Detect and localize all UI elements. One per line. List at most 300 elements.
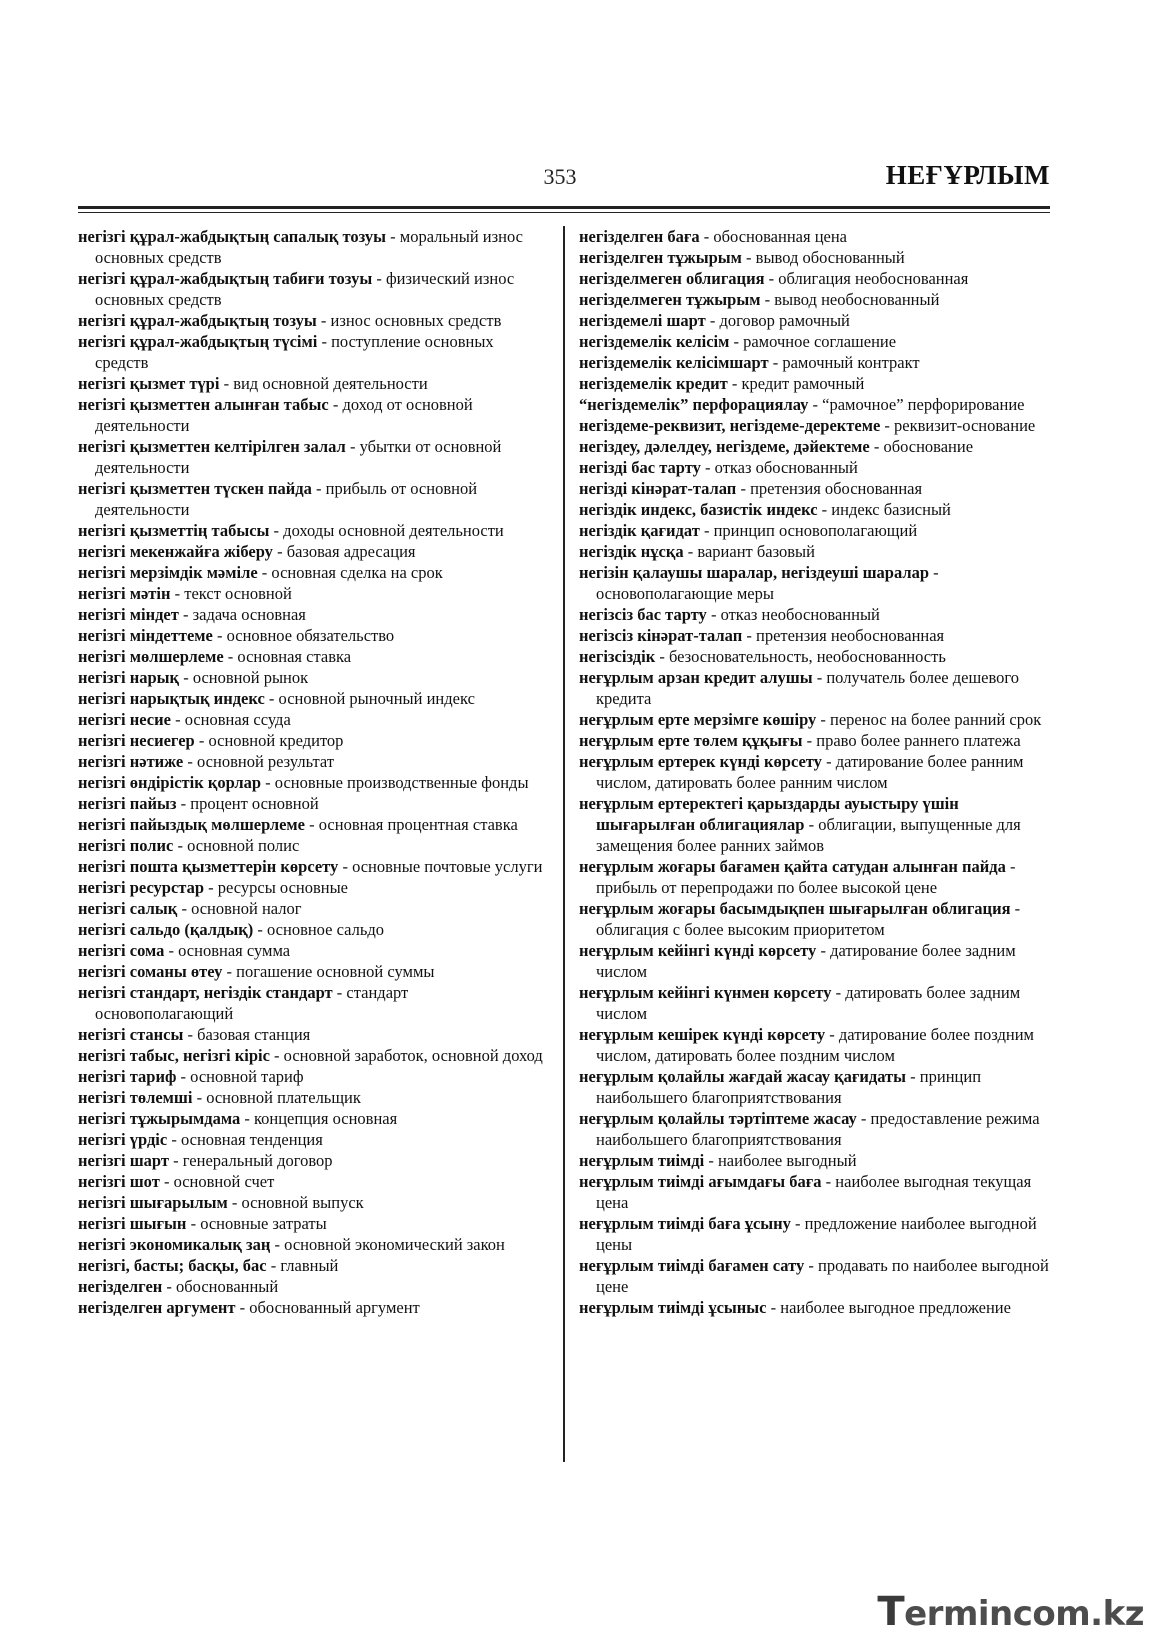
entry-translation: износ основных средств bbox=[330, 311, 502, 330]
entry-term: неғұрлым жоғары басымдықпен шығарылған облигация bbox=[579, 899, 1011, 918]
entry-separator: - bbox=[266, 1256, 281, 1275]
entry-term: негізгі үрдіс bbox=[78, 1130, 168, 1149]
entry-term: негіздемелік кредит bbox=[579, 374, 728, 393]
entry-translation: индекс базисный bbox=[831, 500, 951, 519]
entry-separator: - bbox=[705, 311, 720, 330]
dictionary-entry bbox=[78, 373, 550, 394]
entry-term: неғұрлым тиімді баға ұсыну bbox=[579, 1214, 791, 1233]
dictionary-entry bbox=[579, 541, 1050, 562]
entry-term: негізін қалаушы шаралар, негіздеуші шаралар bbox=[579, 563, 930, 582]
entry-translation: претензия необоснованная bbox=[755, 626, 945, 645]
entry-translation: датирование более поздним числом, датировать более поздним числом bbox=[596, 1025, 1034, 1065]
dictionary-entry bbox=[579, 478, 1050, 499]
entry-translation: прибыль от основной деятельности bbox=[95, 479, 478, 519]
entry-term: негізгі сома bbox=[78, 941, 165, 960]
entry-translation: предоставление режима наибольшего благоприятствования bbox=[596, 1109, 1040, 1149]
entry-term: негізсіздік bbox=[579, 647, 656, 666]
entry-translation: основные затраты bbox=[200, 1214, 327, 1233]
dictionary-entry bbox=[579, 1066, 1050, 1108]
entry-term: негізгі тұжырымдама bbox=[78, 1109, 241, 1128]
dictionary-entry bbox=[579, 898, 1050, 940]
entry-term: неғұрлым ертерек күнді көрсету bbox=[579, 752, 822, 771]
entry-translation: основные почтовые услуги bbox=[352, 857, 543, 876]
entry-term: неғұрлым қолайлы жағдай жасау қағидаты bbox=[579, 1067, 907, 1086]
entry-term: негізгі полис bbox=[78, 836, 174, 855]
entry-term: неғұрлым тиімді ағымдағы баға bbox=[579, 1172, 822, 1191]
dictionary-entry bbox=[579, 1150, 1050, 1171]
entry-term: негізгі пайыз bbox=[78, 794, 177, 813]
dictionary-entry bbox=[78, 1192, 550, 1213]
entry-separator: - bbox=[742, 626, 756, 645]
dictionary-entry bbox=[579, 1213, 1050, 1255]
entry-separator: - bbox=[804, 1256, 819, 1275]
entry-separator: - bbox=[317, 332, 332, 351]
dictionary-entry bbox=[579, 436, 1050, 457]
dictionary-entry bbox=[579, 226, 1050, 247]
entry-term: негізгі соманы өтеу bbox=[78, 962, 223, 981]
entry-translation: основной тариф bbox=[190, 1067, 304, 1086]
entry-term: негізгі қызметтен алынған табыс bbox=[78, 395, 329, 414]
right-column bbox=[579, 226, 1050, 1318]
entry-term: негіздік индекс, базистік индекс bbox=[579, 500, 818, 519]
entry-separator: - bbox=[264, 689, 279, 708]
dictionary-entry bbox=[579, 562, 1050, 604]
entry-translation: основная ставка bbox=[237, 647, 352, 666]
entry-translation: физический износ основных средств bbox=[95, 269, 515, 309]
dictionary-entry bbox=[78, 1255, 550, 1276]
dictionary-entry bbox=[579, 415, 1050, 436]
entry-translation: базовая станция bbox=[197, 1025, 311, 1044]
entry-term: негізгі стандарт, негіздік стандарт bbox=[78, 983, 333, 1002]
entry-term: негізгі мөлшерлеме bbox=[78, 647, 224, 666]
entry-term: негізгі төлемші bbox=[78, 1088, 193, 1107]
entry-separator: - bbox=[186, 1214, 201, 1233]
entry-translation: концепция основная bbox=[253, 1109, 398, 1128]
entry-term: неғұрлым жоғары бағамен қайта сатудан алынған пайда bbox=[579, 857, 1006, 876]
entry-translation: обоснование bbox=[883, 437, 974, 456]
entry-term: негізгі өндірістік қорлар bbox=[78, 773, 262, 792]
entry-translation: основной заработок, основной доход bbox=[283, 1046, 543, 1065]
entry-translation: основной экономический закон bbox=[284, 1235, 505, 1254]
entry-separator: - bbox=[183, 1025, 198, 1044]
entry-term: негізсіз кінәрат-талап bbox=[579, 626, 743, 645]
entry-translation: главный bbox=[280, 1256, 339, 1275]
entry-term: неғұрлым арзан кредит алушы bbox=[579, 668, 813, 687]
entry-translation: облигация необоснованная bbox=[778, 269, 969, 288]
entry-separator: - bbox=[170, 710, 185, 729]
entry-translation: основной рынок bbox=[192, 668, 309, 687]
entry-term: негізгі мәтін bbox=[78, 584, 171, 603]
entry-translation: основной кредитор bbox=[208, 731, 344, 750]
entry-translation: основные производственные фонды bbox=[274, 773, 529, 792]
entry-separator: - bbox=[311, 479, 326, 498]
page-number: 353 bbox=[543, 164, 577, 189]
entry-separator: - bbox=[170, 584, 185, 603]
dictionary-entry bbox=[78, 982, 550, 1024]
dictionary-entry bbox=[579, 373, 1050, 394]
dictionary-entry bbox=[78, 268, 550, 310]
entry-translation: процент основной bbox=[190, 794, 319, 813]
dictionary-entry bbox=[78, 226, 550, 268]
entry-separator: - bbox=[764, 269, 779, 288]
entry-translation: “рамочное” перфорирование bbox=[822, 395, 1025, 414]
dictionary-entry bbox=[579, 940, 1050, 982]
entry-term: негізгі пайыздық мөлшерлеме bbox=[78, 815, 305, 834]
column-divider bbox=[563, 226, 565, 1462]
dictionary-entry bbox=[579, 1171, 1050, 1213]
entry-separator: - bbox=[386, 227, 400, 246]
dictionary-entry bbox=[579, 1108, 1050, 1150]
entry-translation: вид основной деятельности bbox=[233, 374, 428, 393]
entry-separator: - bbox=[227, 1193, 242, 1212]
entry-term: негізгі несиегер bbox=[78, 731, 195, 750]
dictionary-entry bbox=[579, 793, 1050, 856]
entry-term: негізгі шот bbox=[78, 1172, 160, 1191]
dictionary-entry bbox=[78, 919, 550, 940]
entry-translation: основная процентная ставка bbox=[318, 815, 518, 834]
header-rule-thick bbox=[78, 206, 1050, 209]
entry-translation: датирование более ранним числом, датировать более ранним числом bbox=[596, 752, 1024, 792]
entry-translation: основной плательщик bbox=[206, 1088, 361, 1107]
entry-translation: безосновательность, необоснованность bbox=[668, 647, 946, 666]
entry-translation: вывод необоснованный bbox=[774, 290, 940, 309]
dictionary-entry bbox=[78, 835, 550, 856]
entry-translation: принцип наибольшего благоприятствования bbox=[596, 1067, 982, 1107]
entry-translation: получатель более дешевого кредита bbox=[596, 668, 1020, 708]
entry-translation: основное сальдо bbox=[267, 920, 384, 939]
terminkom-watermark-logo bbox=[877, 1589, 1144, 1635]
entry-translation: основная тенденция bbox=[180, 1130, 323, 1149]
entry-translation: вывод обоснованный bbox=[755, 248, 905, 267]
entry-separator: - bbox=[164, 941, 179, 960]
dictionary-entry bbox=[579, 1255, 1050, 1297]
entry-separator: - bbox=[222, 962, 237, 981]
entry-separator: - bbox=[212, 626, 227, 645]
entry-separator: - bbox=[699, 227, 714, 246]
entry-separator: - bbox=[173, 836, 188, 855]
entry-separator: - bbox=[816, 941, 831, 960]
entry-translation: основополагающие меры bbox=[596, 584, 774, 603]
entry-separator: - bbox=[372, 269, 386, 288]
dictionary-entry bbox=[78, 331, 550, 373]
entry-separator: - bbox=[176, 1067, 191, 1086]
entry-term: негізгі міндеттеме bbox=[78, 626, 213, 645]
entry-translation: ресурсы основные bbox=[217, 878, 349, 897]
entry-translation: рамочный контракт bbox=[782, 353, 920, 372]
dictionary-entry bbox=[579, 1024, 1050, 1066]
dictionary-entry bbox=[579, 289, 1050, 310]
dictionary-entry bbox=[579, 625, 1050, 646]
dictionary-entry bbox=[78, 1297, 550, 1318]
entry-term: негізгі экономикалық заң bbox=[78, 1235, 271, 1254]
entry-translation: текст основной bbox=[184, 584, 292, 603]
entry-translation: облигация с более высоким приоритетом bbox=[596, 920, 885, 939]
entry-translation: основная ссуда bbox=[184, 710, 291, 729]
entry-translation: генеральный договор bbox=[182, 1151, 333, 1170]
entry-translation: наиболее выгодная текущая цена bbox=[596, 1172, 1032, 1212]
entry-translation: наиболее выгодное предложение bbox=[780, 1298, 1011, 1317]
entry-translation: наиболее выгодный bbox=[717, 1151, 857, 1170]
entry-term: негізсіз бас тарту bbox=[579, 605, 707, 624]
entry-translation: отказ необоснованный bbox=[720, 605, 880, 624]
dictionary-entry bbox=[78, 730, 550, 751]
entry-separator: - bbox=[204, 878, 218, 897]
entry-separator: - bbox=[727, 374, 742, 393]
entry-separator: - bbox=[176, 794, 191, 813]
entry-term: негіздеу, дәлелдеу, негіздеме, дәйектеме bbox=[579, 437, 870, 456]
entry-translation: вариант базовый bbox=[697, 542, 815, 561]
entry-term: негізделген аргумент bbox=[78, 1298, 236, 1317]
entry-separator: - bbox=[766, 1298, 781, 1317]
dictionary-entry bbox=[579, 499, 1050, 520]
dictionary-entry bbox=[579, 394, 1050, 415]
entry-term: негізгі нәтиже bbox=[78, 752, 184, 771]
entry-translation: моральный износ основных средств bbox=[95, 227, 523, 267]
entry-translation: обоснованный bbox=[176, 1277, 279, 1296]
entry-separator: - bbox=[817, 500, 832, 519]
entry-translation: облигации, выпущенные для замещения более ранних займов bbox=[596, 815, 1021, 855]
dictionary-entry bbox=[78, 1024, 550, 1045]
entry-separator: - bbox=[183, 752, 198, 771]
entry-separator: - bbox=[804, 815, 819, 834]
entry-translation: основная сумма bbox=[178, 941, 291, 960]
entry-term: негізгі қызметтен келтірілген залал bbox=[78, 437, 346, 456]
entry-translation: претензия обоснованная bbox=[750, 479, 923, 498]
dictionary-entry bbox=[78, 1087, 550, 1108]
entry-term: негізгі сальдо (қалдық) bbox=[78, 920, 254, 939]
dictionary-entry bbox=[78, 1234, 550, 1255]
entry-term: негіздемелі шарт bbox=[579, 311, 706, 330]
dictionary-entry bbox=[78, 625, 550, 646]
entry-separator: - bbox=[167, 1130, 181, 1149]
entry-translation: право более раннего платежа bbox=[816, 731, 1021, 750]
dictionary-entry bbox=[78, 814, 550, 835]
entry-separator: - bbox=[269, 1046, 284, 1065]
dictionary-entry bbox=[78, 1066, 550, 1087]
entry-translation: рамочное соглашение bbox=[743, 332, 897, 351]
entry-separator: - bbox=[655, 647, 669, 666]
entry-term: негізгі мерзімдік мәміле bbox=[78, 563, 258, 582]
entry-term: негізгі құрал-жабдықтың табиғи тозуы bbox=[78, 269, 373, 288]
entry-separator: - bbox=[235, 1298, 250, 1317]
entry-translation: датирование более задним числом bbox=[596, 941, 1016, 981]
entry-separator: - bbox=[272, 542, 287, 561]
dictionary-entry bbox=[579, 646, 1050, 667]
entry-term: негізгі стансы bbox=[78, 1025, 184, 1044]
entry-separator: - bbox=[253, 920, 267, 939]
entry-separator: - bbox=[906, 1067, 920, 1086]
entry-separator: - bbox=[856, 1109, 871, 1128]
dictionary-entry bbox=[78, 520, 550, 541]
dictionary-entry bbox=[579, 268, 1050, 289]
entry-term: негізделмеген тұжырым bbox=[579, 290, 761, 309]
dictionary-entry bbox=[78, 940, 550, 961]
entry-term: негізделген тұжырым bbox=[579, 248, 742, 267]
entry-term: негізгі қызмет түрі bbox=[78, 374, 220, 393]
dictionary-entry bbox=[78, 688, 550, 709]
entry-translation: продавать по наиболее выгодной цене bbox=[596, 1256, 1049, 1296]
dictionary-entry bbox=[78, 541, 550, 562]
entry-separator: - bbox=[821, 1172, 836, 1191]
entry-term: негізгі мекенжайға жіберу bbox=[78, 542, 273, 561]
entry-separator: - bbox=[760, 290, 775, 309]
entry-translation: основной рыночный индекс bbox=[278, 689, 475, 708]
entry-term: негізгі пошта қызметтерін көрсету bbox=[78, 857, 339, 876]
dictionary-entry bbox=[78, 709, 550, 730]
dictionary-entry bbox=[78, 1129, 550, 1150]
dictionary-entry bbox=[579, 982, 1050, 1024]
entry-separator: - bbox=[345, 437, 360, 456]
entry-translation: предложение наиболее выгодной цены bbox=[596, 1214, 1037, 1254]
entry-separator: - bbox=[802, 731, 817, 750]
entry-separator: - bbox=[706, 605, 721, 624]
entry-term: негізгі табыс, негізгі кіріс bbox=[78, 1046, 270, 1065]
left-column bbox=[78, 226, 550, 1318]
dictionary-entry bbox=[78, 856, 550, 877]
entry-separator: - bbox=[270, 1235, 285, 1254]
entry-separator: - bbox=[816, 710, 831, 729]
entry-term: негізгі тариф bbox=[78, 1067, 177, 1086]
dictionary-entry bbox=[579, 520, 1050, 541]
entry-translation: задача основная bbox=[192, 605, 306, 624]
entry-term: неғұрлым ертеректегі қарыздарды ауыстыру үшін шығарылған облигациялар bbox=[579, 794, 959, 834]
entry-translation: основная сделка на срок bbox=[271, 563, 443, 582]
entry-separator: - bbox=[257, 563, 272, 582]
entry-separator: - bbox=[808, 395, 823, 414]
entry-term: неғұрлым кейінгі күнмен көрсету bbox=[579, 983, 832, 1002]
dictionary-entry bbox=[78, 1045, 550, 1066]
dictionary-entry bbox=[579, 856, 1050, 898]
dictionary-entry bbox=[78, 583, 550, 604]
entry-translation: договор рамочный bbox=[719, 311, 850, 330]
entry-separator: - bbox=[269, 521, 284, 540]
dictionary-entry bbox=[579, 247, 1050, 268]
dictionary-entry bbox=[579, 709, 1050, 730]
entry-translation: поступление основных средств bbox=[95, 332, 494, 372]
entry-term: негізгі несие bbox=[78, 710, 171, 729]
dictionary-entry bbox=[579, 1297, 1050, 1318]
entry-separator: - bbox=[261, 773, 275, 792]
entry-separator: - bbox=[768, 353, 783, 372]
entry-separator: - bbox=[790, 1214, 805, 1233]
entry-term: негізгі шығын bbox=[78, 1214, 187, 1233]
entry-term: негізгі ресурстар bbox=[78, 878, 205, 897]
entry-term: негізгі нарықтық индекс bbox=[78, 689, 265, 708]
entry-separator: - bbox=[729, 332, 744, 351]
entry-term: неғұрлым тиімді bbox=[579, 1151, 705, 1170]
entry-separator: - bbox=[699, 521, 714, 540]
entry-translation: основной выпуск bbox=[241, 1193, 364, 1212]
entry-separator: - bbox=[332, 983, 347, 1002]
entry-term: “негіздемелік” перфорациялау bbox=[579, 395, 809, 414]
entry-translation: доходы основной деятельности bbox=[283, 521, 504, 540]
entry-translation: основной счет bbox=[173, 1172, 275, 1191]
logo-rest: ermincom.kz bbox=[904, 1594, 1144, 1634]
entry-separator: - bbox=[880, 416, 895, 435]
dictionary-entry bbox=[78, 1213, 550, 1234]
dictionary-entry bbox=[78, 793, 550, 814]
dictionary-entry bbox=[579, 751, 1050, 793]
entry-separator: - bbox=[869, 437, 884, 456]
dictionary-entry bbox=[579, 457, 1050, 478]
entry-separator: - bbox=[825, 1025, 839, 1044]
entry-term: негізделген баға bbox=[579, 227, 700, 246]
entry-term: неғұрлым кешірек күнді көрсету bbox=[579, 1025, 826, 1044]
entry-translation: основной результат bbox=[197, 752, 335, 771]
dictionary-entry bbox=[579, 331, 1050, 352]
dictionary-entry bbox=[579, 667, 1050, 709]
entry-translation: основное обязательство bbox=[226, 626, 395, 645]
entry-translation: датировать более задним числом bbox=[596, 983, 1021, 1023]
dictionary-entry bbox=[78, 436, 550, 478]
entry-separator: - bbox=[736, 479, 751, 498]
entry-term: негізгі, басты; басқы, бас bbox=[78, 1256, 267, 1275]
entry-term: негіздік қағидат bbox=[579, 521, 700, 540]
running-head: НЕҒҰРЛЫМ bbox=[885, 160, 1050, 190]
dictionary-entry bbox=[78, 667, 550, 688]
dictionary-entry bbox=[78, 1276, 550, 1297]
dictionary-entry bbox=[78, 310, 550, 331]
entry-translation: убытки от основной деятельности bbox=[95, 437, 502, 477]
entry-separator: - bbox=[328, 395, 343, 414]
entry-translation: базовая адресация bbox=[286, 542, 416, 561]
entry-term: неғұрлым тиімді бағамен сату bbox=[579, 1256, 805, 1275]
dictionary-entry bbox=[579, 730, 1050, 751]
dictionary-entry bbox=[579, 604, 1050, 625]
entry-separator: - bbox=[192, 1088, 207, 1107]
entry-separator: - bbox=[159, 1172, 174, 1191]
entry-term: негізделмеген облигация bbox=[579, 269, 765, 288]
dictionary-entry bbox=[78, 1108, 550, 1129]
entry-separator: - bbox=[741, 248, 756, 267]
dictionary-entry bbox=[78, 898, 550, 919]
dictionary-entry bbox=[579, 310, 1050, 331]
entry-separator: - bbox=[194, 731, 209, 750]
entry-translation: основной налог bbox=[191, 899, 302, 918]
entry-translation: обоснованная цена bbox=[713, 227, 848, 246]
dictionary-entry bbox=[78, 1171, 550, 1192]
entry-term: неғұрлым ерте мерзімге көшіру bbox=[579, 710, 817, 729]
entry-translation: погашение основной суммы bbox=[236, 962, 435, 981]
entry-translation: принцип основополагающий bbox=[713, 521, 918, 540]
entry-term: негізгі құрал-жабдықтың тозуы bbox=[78, 311, 317, 330]
entry-term: неғұрлым ерте төлем құқығы bbox=[579, 731, 803, 750]
dictionary-entry bbox=[579, 352, 1050, 373]
entry-term: негіздік нұсқа bbox=[579, 542, 684, 561]
dictionary-entry bbox=[78, 961, 550, 982]
entry-separator: - bbox=[223, 647, 238, 666]
dictionary-entry bbox=[78, 646, 550, 667]
entry-term: негізделген bbox=[78, 1277, 163, 1296]
entry-separator: - bbox=[683, 542, 698, 561]
entry-term: негізгі нарық bbox=[78, 668, 180, 687]
entry-term: негізгі шарт bbox=[78, 1151, 169, 1170]
entry-translation: прибыль от перепродажи по более высокой цене bbox=[596, 878, 938, 897]
dictionary-entry bbox=[78, 1150, 550, 1171]
entry-separator: - bbox=[1005, 857, 1016, 876]
entry-translation: перенос на более ранний срок bbox=[830, 710, 1042, 729]
entry-translation: кредит рамочный bbox=[741, 374, 865, 393]
entry-term: негізгі салық bbox=[78, 899, 178, 918]
entry-term: негізді бас тарту bbox=[579, 458, 701, 477]
entry-term: негізгі қызметтен түскен пайда bbox=[78, 479, 312, 498]
entry-separator: - bbox=[177, 899, 192, 918]
dictionary-entry bbox=[78, 478, 550, 520]
logo-initial: T bbox=[877, 1589, 905, 1635]
entry-separator: - bbox=[219, 374, 234, 393]
dictionary-entry bbox=[78, 751, 550, 772]
entry-translation: стандарт основополагающий bbox=[95, 983, 409, 1023]
